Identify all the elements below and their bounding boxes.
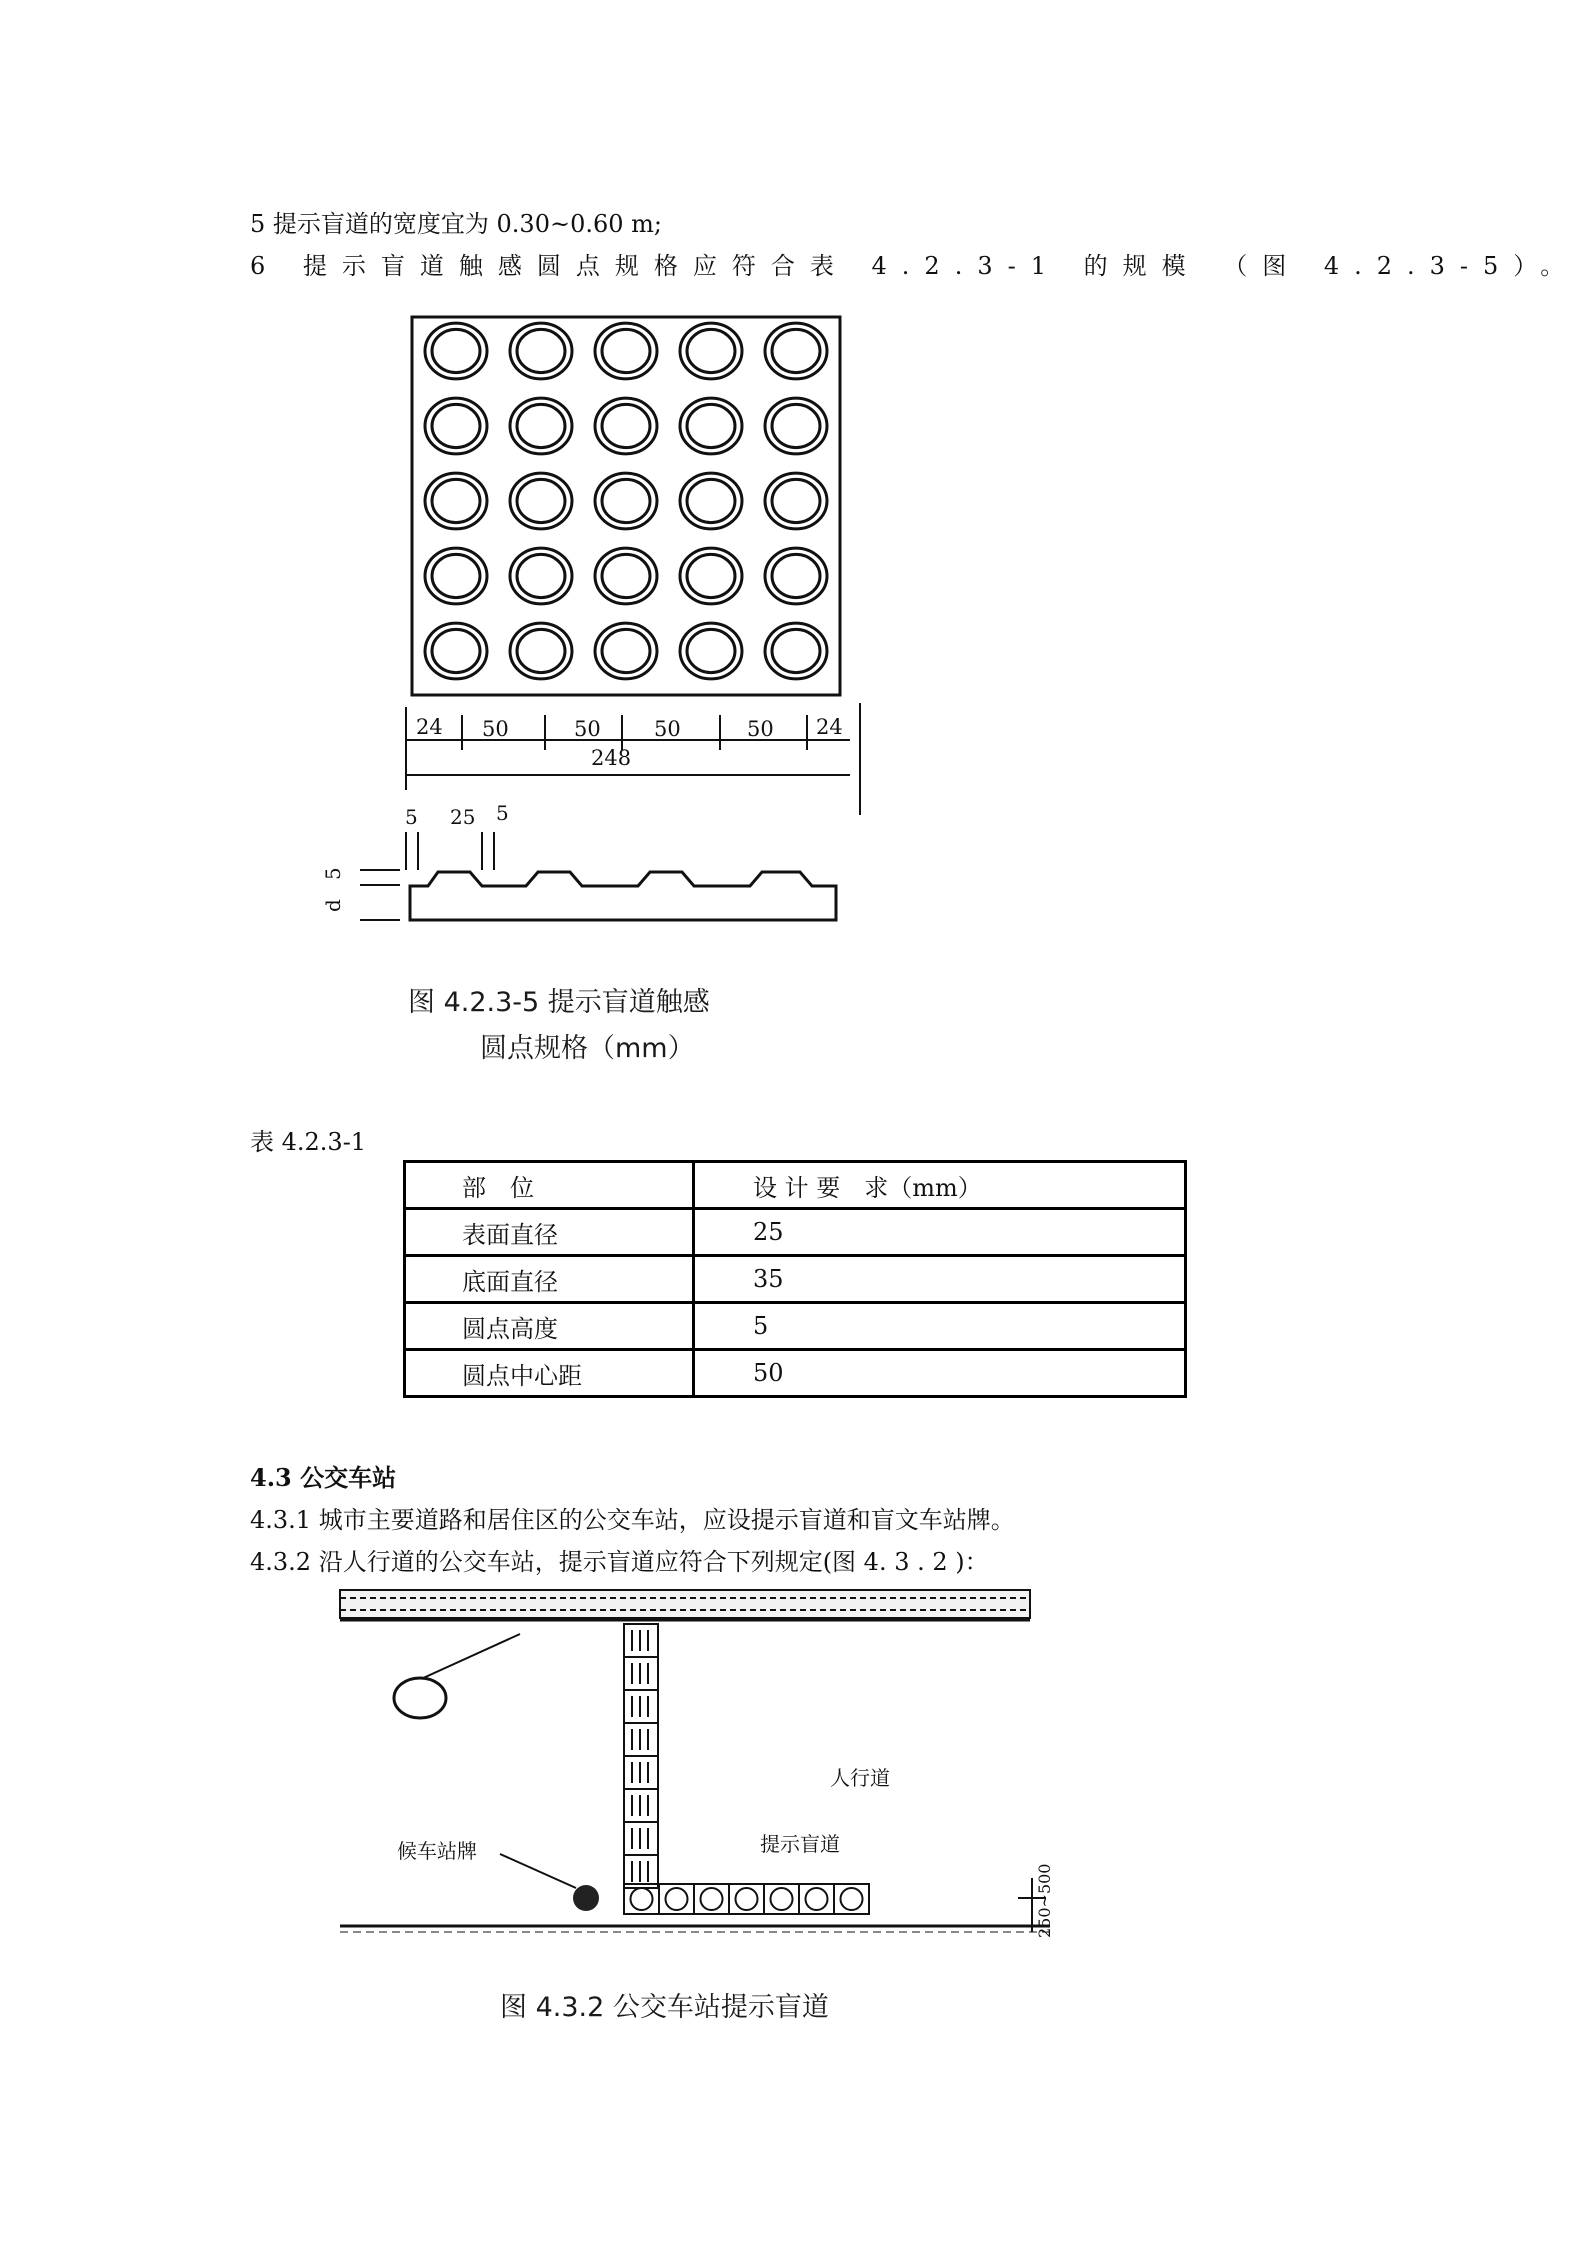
tactile-dot	[772, 554, 820, 597]
item-6-text: 6 提示盲道触感圆点规格应符合表 4.2.3-1 的规模 （图 4.2.3-5）。	[250, 252, 1580, 280]
tactile-dot	[595, 473, 657, 529]
table-cell: 5	[694, 1303, 1186, 1350]
tactile-dot	[517, 629, 565, 672]
figure-432-bus-stop	[330, 1588, 1070, 1948]
table-row	[405, 1209, 1186, 1256]
tactile-dot	[602, 479, 650, 522]
table-label: 表 4.2.3-1	[250, 1128, 367, 1156]
tactile-dot	[680, 623, 742, 679]
dim-edge-right: 24	[816, 715, 843, 739]
tactile-dot	[517, 404, 565, 447]
tactile-dot	[687, 329, 735, 372]
tactile-dot	[517, 554, 565, 597]
table-cell: 50	[694, 1350, 1186, 1397]
tactile-dot	[736, 1888, 758, 1910]
tactile-dot	[425, 398, 487, 454]
tactile-dot	[765, 323, 827, 379]
figure-4235-profile	[300, 800, 860, 930]
table-cell: 35	[694, 1256, 1186, 1303]
tactile-dot	[680, 548, 742, 604]
tactile-dot	[687, 629, 735, 672]
tactile-dot	[602, 329, 650, 372]
tactile-dot	[425, 623, 487, 679]
table-cell: 25	[694, 1209, 1186, 1256]
paragraph-432: 4.3.2 沿人行道的公交车站，提示盲道应符合下列规定(图 4. 3 . 2 )：	[250, 1548, 989, 1576]
pedestrian-icon	[394, 1678, 446, 1718]
tactile-dot	[517, 479, 565, 522]
dim-spacing-2: 50	[574, 717, 601, 741]
tactile-dot	[687, 479, 735, 522]
dim-top-diameter: 25	[450, 805, 476, 829]
tactile-dot	[595, 623, 657, 679]
tactile-dot	[680, 323, 742, 379]
tactile-dot	[680, 398, 742, 454]
tactile-dot	[602, 554, 650, 597]
label-sidewalk: 人行道	[830, 1766, 890, 1790]
table-row	[405, 1350, 1186, 1397]
tactile-dot	[765, 473, 827, 529]
tactile-dot	[806, 1888, 828, 1910]
table-cell: 表面直径	[405, 1209, 694, 1256]
dim-spacing-4: 50	[747, 717, 774, 741]
tactile-dot	[432, 479, 480, 522]
dim-total: 248	[591, 746, 632, 770]
table-row	[405, 1256, 1186, 1303]
tactile-dot	[432, 329, 480, 372]
tactile-dot	[687, 404, 735, 447]
table-header-row	[405, 1162, 1186, 1209]
tactile-dot	[631, 1888, 653, 1910]
tactile-dot	[687, 554, 735, 597]
table-cell: 圆点高度	[405, 1303, 694, 1350]
table-row	[405, 1303, 1186, 1350]
label-dim: 250~500	[1035, 1863, 1054, 1938]
item-5-text: 5 提示盲道的宽度宜为 0.30~0.60 m;	[250, 210, 662, 238]
tactile-dot	[772, 629, 820, 672]
label-sign: 候车站牌	[397, 1839, 477, 1863]
tactile-dot	[510, 398, 572, 454]
dim-edge-left: 24	[416, 715, 443, 739]
tactile-dot	[772, 479, 820, 522]
tactile-dot	[701, 1888, 723, 1910]
tactile-dot	[432, 554, 480, 597]
figure-4235-tactile-dots	[320, 305, 840, 725]
tactile-dot	[771, 1888, 793, 1910]
dim-height: 5	[321, 867, 345, 880]
dim-spacing-3: 50	[654, 717, 681, 741]
dim-depth: d	[321, 899, 345, 912]
tactile-dot	[510, 473, 572, 529]
tactile-dot	[602, 629, 650, 672]
tactile-dot	[595, 323, 657, 379]
tactile-dot	[432, 629, 480, 672]
tactile-dot	[666, 1888, 688, 1910]
table-cell: 圆点中心距	[405, 1350, 694, 1397]
dim-top-right: 5	[496, 801, 509, 825]
table-header-cell: 设 计 要 求（mm）	[694, 1162, 1186, 1209]
tactile-dot	[432, 404, 480, 447]
tactile-dot	[595, 398, 657, 454]
figure-4235-caption-line2: 圆点规格（mm）	[480, 1033, 695, 1064]
tactile-dot	[602, 404, 650, 447]
section-43-title: 4.3 公交车站	[250, 1463, 397, 1492]
tactile-dot	[680, 473, 742, 529]
tactile-dot	[765, 398, 827, 454]
table-header-cell: 部 位	[405, 1162, 694, 1209]
tactile-dot	[510, 548, 572, 604]
tactile-dot	[772, 404, 820, 447]
dim-spacing-1: 50	[482, 717, 509, 741]
tactile-dot	[425, 473, 487, 529]
tactile-dot	[841, 1888, 863, 1910]
tactile-dot	[510, 623, 572, 679]
tactile-dot	[765, 623, 827, 679]
figure-4235-dimensions	[320, 695, 843, 790]
tactile-dot	[425, 323, 487, 379]
tactile-dot	[510, 323, 572, 379]
label-tactile: 提示盲道	[760, 1832, 840, 1856]
figure-4235-caption-line1: 图 4.2.3-5 提示盲道触感	[408, 987, 710, 1018]
tactile-dot	[765, 548, 827, 604]
tactile-dot	[772, 329, 820, 372]
dim-top-left: 5	[405, 805, 418, 829]
table-cell: 底面直径	[405, 1256, 694, 1303]
spec-table	[403, 1160, 1187, 1398]
tactile-dot	[425, 548, 487, 604]
paragraph-431: 4.3.1 城市主要道路和居住区的公交车站，应设提示盲道和盲文车站牌。	[250, 1506, 1015, 1534]
figure-432-caption: 图 4.3.2 公交车站提示盲道	[500, 1992, 829, 2023]
tactile-dot	[595, 548, 657, 604]
tactile-dot	[517, 329, 565, 372]
